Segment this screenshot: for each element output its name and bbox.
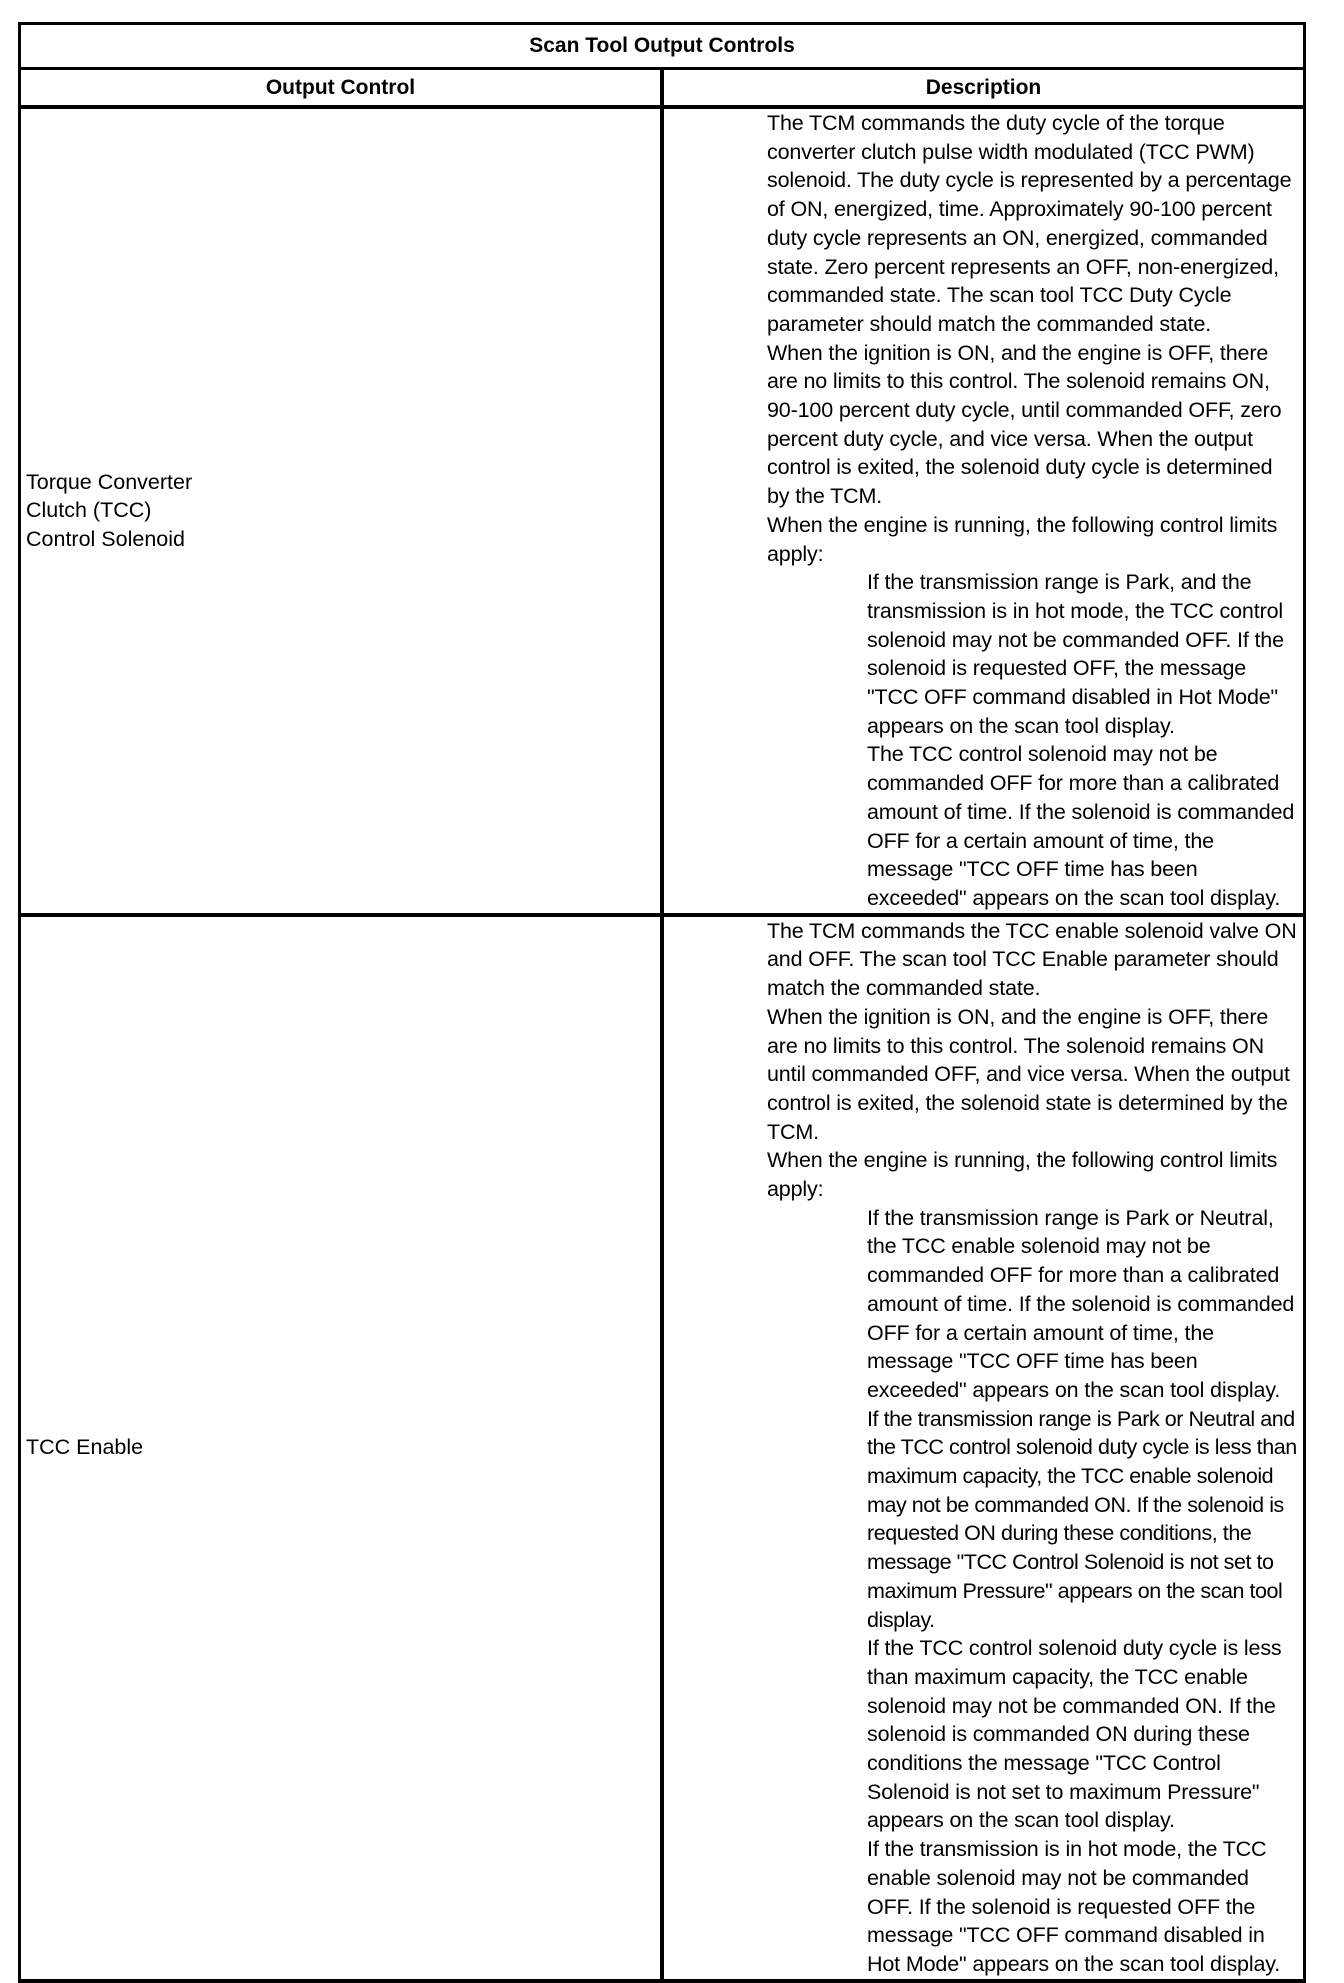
control-limit-item: If the transmission range is Park, and the transmission is in hot mode, the TCC control solenoid may not be commanded OFF. If the solenoid is requested OFF, the message "TCC OFF command disabled in Hot Mode" appears on the scan tool display. xyxy=(867,570,1284,738)
description-paragraph: When the engine is running, the following control limits apply: xyxy=(767,512,1278,566)
output-control-cell xyxy=(20,915,663,1981)
table-row xyxy=(20,915,1305,1981)
control-limit-item: If the transmission is in hot mode, the TCC enable solenoid may not be commanded OFF. If the solenoid is requested OFF the message "TCC OFF command disabled in Hot Mode" appears on the scan tool display. xyxy=(867,1837,1281,1976)
description-cell xyxy=(662,915,1305,1981)
control-limit-item: If the transmission range is Park or Neutral, the TCC enable solenoid may not be commanded OFF for more than a calibrated amount of time. If the solenoid is commanded OFF for a certain amount of time, the message "TCC OFF time has been exceeded" appears on the scan tool display. xyxy=(867,1205,1295,1402)
table-title-row xyxy=(20,24,1305,69)
output-control-label-line: Control Solenoid xyxy=(26,527,185,552)
description-paragraph: The TCM commands the TCC enable solenoid valve ON and OFF. The scan tool TCC Enable parameter should match the commanded state. xyxy=(767,918,1297,1001)
output-control-label-line: Torque Converter xyxy=(26,469,193,494)
table-row xyxy=(20,107,1305,915)
description-paragraph: The TCM commands the duty cycle of the torque converter clutch pulse width modulated (TCC PWM) solenoid. The duty cycle is represented by a percentage of ON, energized, time. Approximately 90-100 percent duty cycle represents an ON, energized, commanded state. Zero percent represents an OFF, non-energized, commanded state. The scan tool TCC Duty Cycle parameter should match the commanded state. xyxy=(767,111,1292,336)
description-paragraph: When the engine is running, the following control limits apply: xyxy=(767,1148,1278,1202)
scan-tool-output-controls-table xyxy=(18,22,1306,1983)
control-limit-item: If the transmission range is Park or Neutral and the TCC control solenoid duty cycle is less than maximum capacity, the TCC enable solenoid may not be commanded ON. If the solenoid is requested ON during these conditions, the message "TCC Control Solenoid is not set to maximum Pressure" appears on the scan tool display. xyxy=(867,1406,1297,1632)
output-control-label: TCC Enable xyxy=(26,1435,144,1460)
output-control-cell xyxy=(20,107,663,915)
header-description: Description xyxy=(662,69,1305,108)
description-cell xyxy=(662,107,1305,915)
control-limit-item: The TCC control solenoid may not be commanded OFF for more than a calibrated amount of time. If the solenoid is commanded OFF for a certain amount of time, the message "TCC OFF time has been exceeded" appears on the scan tool display. xyxy=(867,742,1295,910)
description-paragraph: When the ignition is ON, and the engine is OFF, there are no limits to this control. The solenoid remains ON, 90-100 percent duty cycle, until commanded OFF, zero percent duty cycle, and vice versa. When the output control is exited, the solenoid duty cycle is determined by the TCM. xyxy=(767,340,1282,509)
table-title: Scan Tool Output Controls xyxy=(20,24,1305,69)
output-control-label-line: Clutch (TCC) xyxy=(26,498,152,523)
control-limit-item: If the TCC control solenoid duty cycle is less than maximum capacity, the TCC enable solenoid may not be commanded ON. If the solenoid is commanded ON during these conditions the message "TCC Control Solenoid is not set to maximum Pressure" appears on the scan tool display. xyxy=(867,1636,1282,1833)
description-paragraph: When the ignition is ON, and the engine is OFF, there are no limits to this control. The solenoid remains ON until commanded OFF, and vice versa. When the output control is exited, the solenoid state is determined by the TCM. xyxy=(767,1004,1290,1144)
description-text xyxy=(664,917,1303,1979)
description-text xyxy=(664,109,1303,913)
output-control-label xyxy=(21,468,660,554)
header-output-control: Output Control xyxy=(20,69,663,108)
table-header-row xyxy=(20,69,1305,108)
